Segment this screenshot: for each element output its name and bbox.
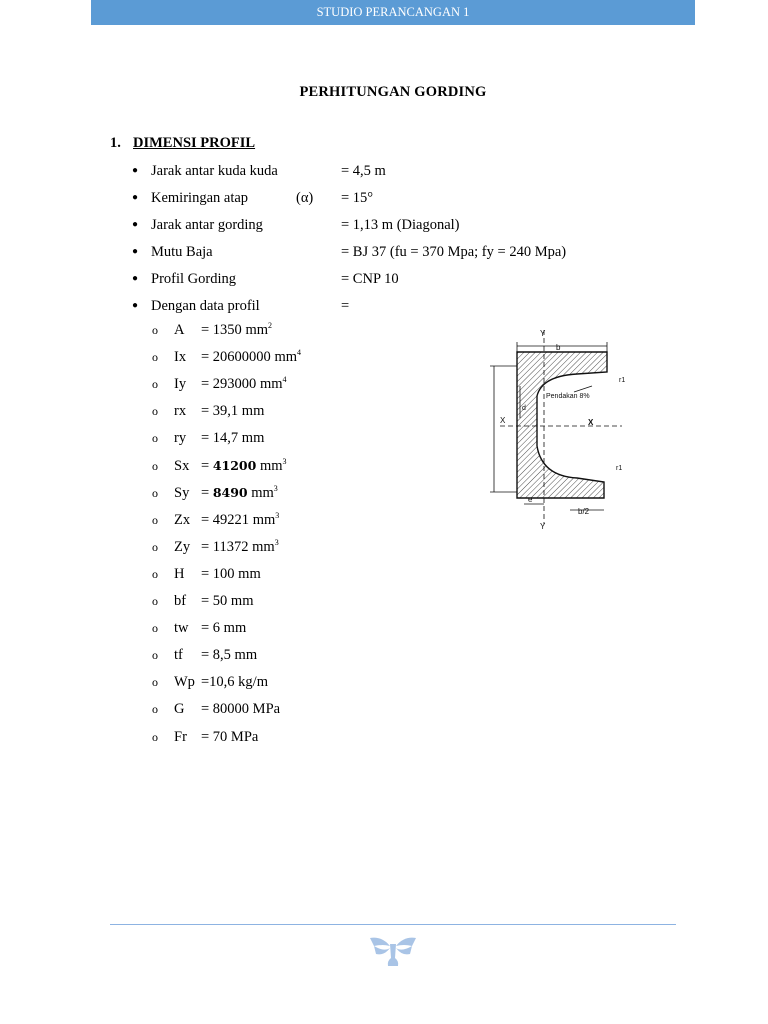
- property-value-bold: 8490: [212, 484, 248, 500]
- sub-bullet-marker: o: [152, 458, 158, 473]
- bullet-dot: ●: [132, 218, 139, 230]
- property-value-group: [201, 727, 258, 747]
- property-value-group: [201, 347, 301, 367]
- property-value: =: [201, 484, 213, 501]
- property-item: [0, 374, 480, 394]
- footer-logo-icon: [368, 934, 418, 968]
- property-exponent: 4: [282, 375, 287, 385]
- property-item: [0, 456, 480, 476]
- property-unit: mm: [249, 511, 276, 528]
- property-symbol: Iy: [174, 376, 187, 393]
- sub-bullet-marker: o: [152, 485, 158, 500]
- property-value: = 293000: [201, 376, 257, 393]
- property-item: [0, 727, 480, 747]
- sub-bullet-marker: o: [152, 431, 158, 446]
- property-symbol: Fr: [174, 728, 187, 745]
- property-value: = 14,7 mm: [201, 430, 265, 447]
- sub-bullet-marker: o: [152, 566, 158, 581]
- sub-bullet-marker: o: [152, 404, 158, 419]
- property-value-group: [201, 320, 272, 340]
- footer-divider: [110, 924, 676, 925]
- property-value: = 80000 MPa: [201, 701, 281, 718]
- property-symbol: rx: [174, 403, 187, 420]
- bullet-value: = 4,5 m: [341, 163, 386, 179]
- bullet-extra: (α): [296, 189, 314, 206]
- property-item: [0, 618, 480, 638]
- bullet-dot: ●: [132, 245, 139, 257]
- property-item: [0, 699, 480, 719]
- property-symbol: G: [174, 701, 185, 718]
- property-exponent: 3: [275, 510, 280, 520]
- section-heading: [110, 135, 255, 152]
- fig-label-slope: Pendakan 8%: [546, 393, 590, 400]
- property-symbol: A: [174, 322, 185, 338]
- property-value-group: [201, 428, 264, 448]
- property-unit: mm: [247, 484, 274, 501]
- property-item: [0, 537, 480, 557]
- property-value-group: [201, 699, 280, 719]
- bullet-item: [0, 215, 768, 235]
- property-value-group: [201, 672, 268, 692]
- sub-bullet-marker: o: [152, 729, 158, 744]
- property-value: = 6 mm: [201, 620, 247, 637]
- bullet-value: =: [341, 297, 350, 314]
- property-value-bold: 41200: [212, 457, 257, 473]
- property-unit: mm: [256, 376, 283, 393]
- property-value: = 39,1 mm: [201, 403, 265, 420]
- property-value-group: [201, 591, 254, 611]
- property-exponent: 3: [274, 537, 279, 547]
- property-symbol: Wp: [174, 674, 195, 691]
- bullet-value: = 1,13 m (Diagonal): [341, 216, 460, 233]
- fig-label-r1-top: r1: [619, 377, 626, 384]
- bullet-value: = 15°: [341, 189, 374, 206]
- property-unit: mm: [241, 322, 268, 338]
- fig-label-e: e: [528, 495, 533, 504]
- property-item: [0, 645, 480, 665]
- property-item: [0, 483, 480, 503]
- sub-bullet-marker: o: [152, 377, 158, 392]
- bullet-item: [0, 296, 768, 316]
- property-item: [0, 672, 480, 692]
- property-item: [0, 401, 480, 421]
- property-symbol: Ix: [174, 349, 187, 366]
- property-item: [0, 320, 480, 340]
- sub-bullet-marker: o: [152, 512, 158, 527]
- fig-label-b: b: [556, 343, 561, 352]
- fig-label-y-top: Y: [540, 329, 546, 338]
- sub-bullet-marker: o: [152, 350, 158, 365]
- property-item: [0, 510, 480, 530]
- property-value-group: [201, 483, 278, 503]
- property-value: = 1350: [201, 322, 242, 338]
- sub-bullet-marker: o: [152, 594, 158, 608]
- sub-bullet-marker: o: [152, 323, 158, 337]
- fig-label-y-bottom: Y: [540, 522, 546, 530]
- property-exponent: 4: [297, 348, 301, 358]
- property-value: =10,6 kg/m: [201, 674, 268, 691]
- section-title: DIMENSI PROFIL: [133, 135, 256, 151]
- bullet-label: Jarak antar gording: [151, 216, 263, 233]
- property-value-group: [201, 456, 287, 476]
- property-symbol: H: [174, 565, 185, 582]
- bullet-value: = CNP 10: [341, 270, 399, 287]
- bullet-label: Profil Gording: [151, 270, 236, 287]
- header-band: [91, 0, 695, 25]
- property-item: [0, 347, 480, 367]
- bullet-item: [0, 269, 768, 289]
- bullet-dot: ●: [132, 191, 139, 203]
- property-symbol: tf: [174, 647, 183, 664]
- property-unit: mm: [270, 349, 297, 366]
- sub-bullet-marker: o: [152, 702, 158, 717]
- bullet-dot: ●: [132, 272, 139, 284]
- bullet-dot: ●: [132, 299, 139, 311]
- property-symbol: Sx: [174, 457, 190, 474]
- bullet-label: Jarak antar kuda kuda: [151, 163, 278, 179]
- fig-label-r1-bottom: r1: [616, 465, 623, 472]
- document-title: PERHITUNGAN GORDING: [299, 84, 487, 100]
- property-symbol: bf: [174, 593, 187, 609]
- property-item: [0, 591, 480, 611]
- sub-bullet-marker: o: [152, 648, 158, 663]
- property-unit: mm: [256, 457, 283, 474]
- bullet-item: [0, 242, 768, 262]
- bullet-label: Mutu Baja: [151, 243, 213, 260]
- property-symbol: ry: [174, 430, 187, 447]
- cnp-profile-figure: [482, 326, 632, 530]
- property-value-group: [201, 564, 261, 584]
- fig-label-d: d: [522, 405, 526, 412]
- bullet-item: [0, 161, 768, 181]
- property-value: = 50 mm: [201, 593, 254, 609]
- property-value-group: [201, 645, 257, 665]
- sub-bullet-marker: o: [152, 621, 158, 636]
- channel-section-shape: [517, 352, 607, 498]
- property-value-group: [201, 401, 264, 421]
- property-exponent: 3: [273, 483, 278, 493]
- property-value-group: [201, 618, 246, 638]
- bullet-value: = BJ 37 (fu = 370 Mpa; fy = 240 Mpa): [341, 243, 567, 260]
- property-symbol: Zy: [174, 538, 191, 555]
- property-value-group: [201, 537, 279, 557]
- fig-label-x-left: X: [500, 416, 506, 425]
- bullet-label: Kemiringan atap: [151, 189, 249, 206]
- property-value: = 20600000: [201, 349, 271, 366]
- fig-label-b2: b/2: [578, 507, 590, 516]
- property-exponent: 3: [282, 456, 287, 466]
- bullet-label: Dengan data profil: [151, 297, 260, 314]
- sub-bullet-marker: o: [152, 539, 158, 554]
- property-value: = 100 mm: [201, 565, 261, 582]
- property-value-group: [201, 510, 279, 530]
- property-symbol: Zx: [174, 511, 191, 528]
- bullet-dot: ●: [132, 165, 139, 176]
- fig-label-x-right: X: [588, 418, 594, 427]
- property-item: [0, 564, 480, 584]
- bullet-item: [0, 188, 768, 208]
- property-item: [0, 428, 480, 448]
- property-value-group: [201, 374, 287, 394]
- property-value: = 49221: [201, 511, 250, 528]
- property-unit: mm: [248, 538, 275, 555]
- property-value: = 70 MPa: [201, 728, 259, 745]
- property-value: = 8,5 mm: [201, 647, 258, 664]
- sub-bullet-marker: o: [152, 675, 158, 690]
- section-number: 1.: [110, 135, 121, 151]
- property-symbol: Sy: [174, 484, 190, 501]
- property-symbol: tw: [174, 620, 189, 637]
- property-value: = 11372: [201, 538, 249, 555]
- header-band-text: STUDIO PERANCANGAN 1: [316, 5, 470, 19]
- property-value: =: [201, 457, 213, 474]
- property-exponent: 2: [268, 321, 272, 330]
